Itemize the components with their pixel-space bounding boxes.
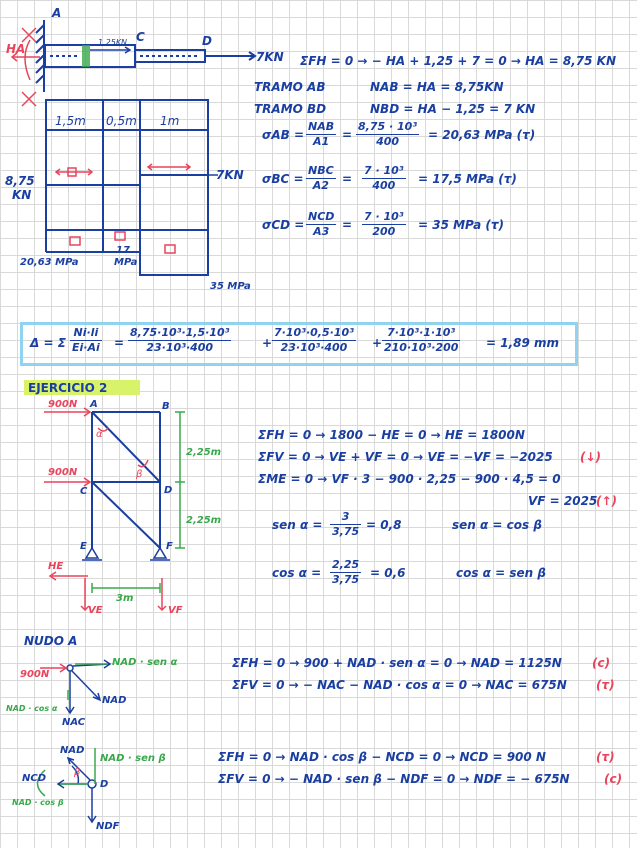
bar xyxy=(45,45,255,67)
nudo-a-eq1-tag: (c) xyxy=(592,656,611,670)
sig-bc-frac2: $\frac{\text{7 · 10³}}{400}$ xyxy=(364,164,404,192)
nudo-a-l4: NAC xyxy=(62,717,86,728)
nudo-d-eq2-tag: (c) xyxy=(604,772,623,786)
height-1: 2,25m xyxy=(186,447,222,458)
delta-lhs: Δ = Σ xyxy=(30,336,66,350)
sig-ab-lhs: σAB = xyxy=(262,128,305,142)
he-label: HE xyxy=(48,561,64,572)
width-dim: 3m xyxy=(116,593,134,604)
dim-1: 1,5m xyxy=(55,114,86,128)
angle-beta: β xyxy=(136,469,143,480)
node-d: D xyxy=(164,485,173,496)
nudo-a-force: 900N xyxy=(20,669,50,680)
nudo-a-l2: NAD xyxy=(102,695,127,706)
delta-res: = 1,89 mm xyxy=(486,336,560,350)
delta-frac1: $\frac{Ni\cdot li}{Ei\cdot Ai}$ xyxy=(72,326,100,354)
nudo-d-l2: NAD · sen β xyxy=(100,753,166,764)
nudo-a-l3: NAD · cos α xyxy=(6,704,58,713)
nudo-d-eq1-tag: (τ) xyxy=(596,750,615,764)
nudo-d-l5: NDF xyxy=(96,821,120,832)
ve-label: VE xyxy=(88,605,103,616)
node-c: C xyxy=(80,486,88,497)
sig-cd-lhs: σCD = xyxy=(262,218,305,232)
sig-ab-frac1: NAB A1 xyxy=(308,120,335,148)
delta-frac3: $\frac{\text{7·10³·0,5·10³}}{\text{23·10³·400}}$ xyxy=(274,326,354,354)
eq-3: ΣME = 0 → VF · 3 − 900 · 2,25 − 900 · 4,5 = 0 xyxy=(258,472,561,486)
sig-cd-frac2: $\frac{\text{7 · 10³}}{200}$ xyxy=(364,210,404,238)
label-d: D xyxy=(202,34,212,48)
nudo-a-l1: NAD · sen α xyxy=(112,657,178,668)
sigma-1: 20,63 MPa xyxy=(20,257,79,268)
eq-2: ΣFV = 0 → VE + VF = 0 → VE = −VF = −2025 xyxy=(258,450,553,464)
nudo-d-eq1: ΣFH = 0 → NAD · cos β − NCD = 0 → NCD = 900 N xyxy=(218,750,546,764)
n-left-unit: KN xyxy=(12,188,32,202)
load-label: 7KN xyxy=(256,50,284,64)
sen-rel: sen α = cos β xyxy=(452,518,542,532)
vf-label: VF xyxy=(168,605,183,616)
label-c: C xyxy=(136,30,145,44)
dim-2: 0,5m xyxy=(106,114,137,128)
delta-eq: = xyxy=(114,336,125,350)
sigma-2a: 17 xyxy=(116,245,130,256)
eq-2-tag: (↓) xyxy=(580,450,602,464)
height-2: 2,25m xyxy=(186,515,222,526)
sig-bc-res: = 17,5 MPa (τ) xyxy=(418,172,517,186)
load-1: 900N xyxy=(48,399,78,410)
angle-alpha: α xyxy=(96,429,103,440)
delta-frac4: $\frac{\text{7·10³·1·10³}}{\text{210·10³·200}}$ xyxy=(384,326,459,354)
label-a: A xyxy=(52,6,62,20)
nudo-a-title: NUDO A xyxy=(24,634,78,648)
node-a: A xyxy=(90,399,98,410)
eq-fh: ΣFH = 0 → − HA + 1,25 + 7 = 0 → HA = 8,75 KN xyxy=(300,54,616,68)
ex2-title: EJERCICIO 2 xyxy=(28,381,108,395)
nudo-d-beta: β xyxy=(74,767,81,778)
nudo-d-l4: NAD · cos β xyxy=(12,798,64,807)
delta-frac2: $\frac{\text{8,75·10³·1,5·10³}}{\text{23·10³·400}}$ xyxy=(130,326,230,354)
nbd: NBD = HA − 1,25 = 7 KN xyxy=(370,102,536,116)
eq-3-tag: (↑) xyxy=(596,494,618,508)
cos-rel: cos α = sen β xyxy=(456,566,546,580)
tramo-ab: TRAMO AB xyxy=(254,80,326,94)
sig-cd-res: = 35 MPa (τ) xyxy=(418,218,504,232)
sig-ab-frac2: $\frac{\text{8,75 · 10³}}{400}$ xyxy=(358,120,418,148)
nab: NAB = HA = 8,75KN xyxy=(370,80,504,94)
sig-bc-lhs: σBC = xyxy=(262,172,304,186)
cos-lhs: cos α = xyxy=(272,566,322,580)
sig-ab-res: = 20,63 MPa (τ) xyxy=(428,128,536,142)
nudo-a-eq1: ΣFH = 0 → 900 + NAD · sen α = 0 → NAD = 1125N xyxy=(232,656,562,670)
plus-1: + xyxy=(262,336,273,350)
dim-3: 1m xyxy=(160,114,180,128)
wall-support xyxy=(36,20,44,92)
eq-1: ΣFH = 0 → 1800 − HE = 0 → HE = 1800N xyxy=(258,428,525,442)
sen-frac: $\frac{3}{3,75}$ xyxy=(332,510,360,538)
tramo-bd: TRAMO BD xyxy=(254,102,327,116)
sig-bc-eq: = xyxy=(342,172,353,186)
sig-cd-eq: = xyxy=(342,218,353,232)
bar-dim: 1,25KN xyxy=(98,38,128,47)
eq-3-res: VF = 2025 xyxy=(528,494,598,508)
sigma-2b: MPa xyxy=(114,257,138,268)
plus-2: + xyxy=(372,336,383,350)
sig-ab-eq: = xyxy=(342,128,353,142)
node-f: F xyxy=(166,541,173,552)
sig-cd-frac1: NCD A3 xyxy=(308,210,335,238)
nudo-d-eq2: ΣFV = 0 → − NAD · sen β − NDF = 0 → NDF = − 675N xyxy=(218,772,570,786)
n-right: 7KN xyxy=(216,168,244,182)
nudo-d-l1: NAD xyxy=(60,745,85,756)
node-b: B xyxy=(162,401,170,412)
node-e: E xyxy=(80,541,87,552)
sen-res: = 0,8 xyxy=(366,518,402,532)
sig-bc-frac1: NBC A2 xyxy=(308,164,334,192)
load-2: 900N xyxy=(48,467,78,478)
nudo-d-l3: NCD xyxy=(22,773,47,784)
nudo-a-eq2-tag: (τ) xyxy=(596,678,615,692)
sen-lhs: sen α = xyxy=(272,518,323,532)
sigma-3: 35 MPa xyxy=(210,281,251,292)
n-left: 8,75 xyxy=(5,174,35,188)
cos-frac: $\frac{2,25}{3,75}$ xyxy=(332,558,360,586)
nudo-a-eq2: ΣFV = 0 → − NAC − NAD · cos α = 0 → NAC = 675N xyxy=(232,678,567,692)
cos-res: = 0,6 xyxy=(370,566,406,580)
nudo-d-label: D xyxy=(100,779,109,790)
label-ha: HA xyxy=(6,42,26,56)
